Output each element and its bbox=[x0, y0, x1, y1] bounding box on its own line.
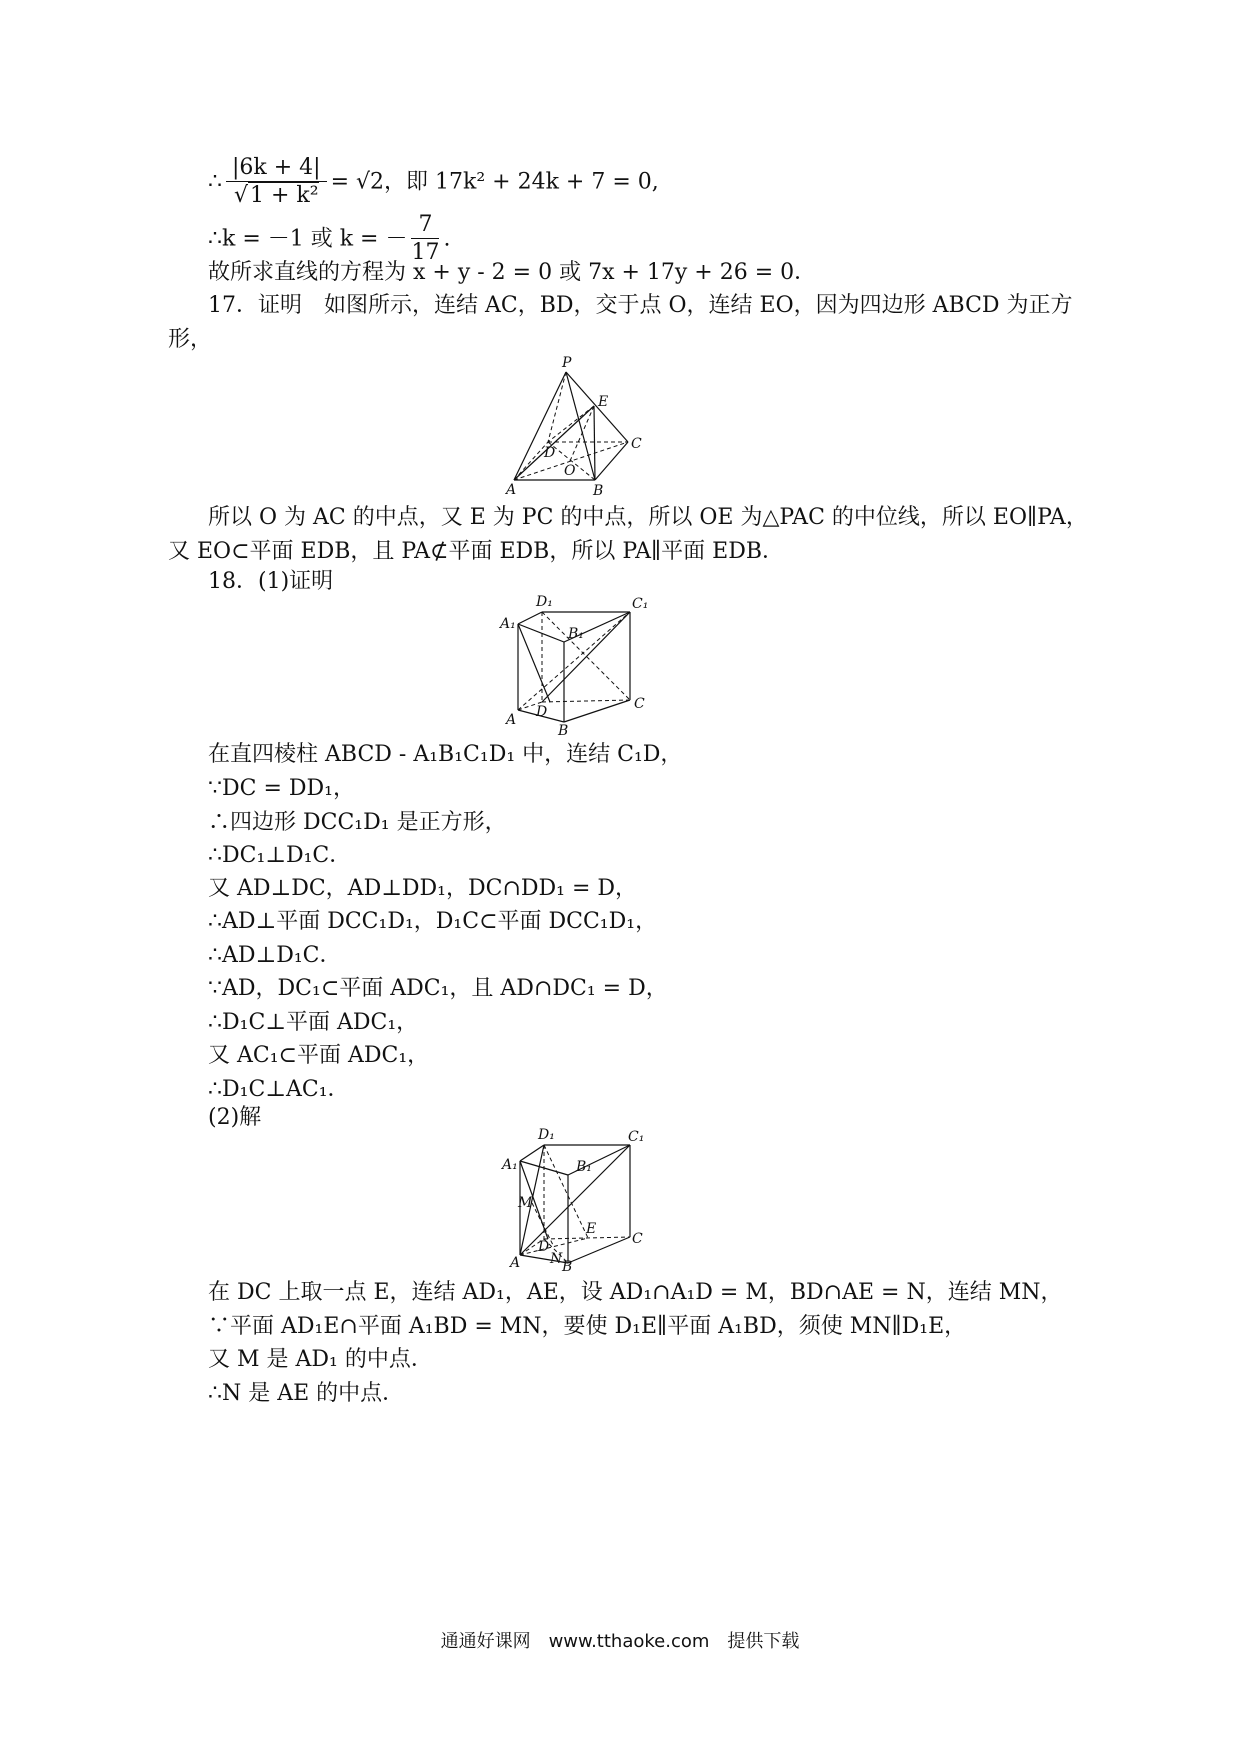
label-D: D bbox=[536, 704, 548, 720]
q18-step-2: ∵DC = DD₁， bbox=[208, 776, 355, 801]
label-D1: D₁ bbox=[536, 594, 553, 610]
page-footer: 通通好课网 www.tthaoke.com 提供下载 bbox=[440, 1631, 800, 1652]
q17-reasoning-1: 所以 O 为 AC 的中点，又 E 为 PC 的中点，所以 OE 为△PAC 的中位线，所以 EO∥PA， bbox=[208, 505, 1088, 530]
q18-step-10: 又 AC₁⊂平面 ADC₁， bbox=[208, 1043, 430, 1068]
label-D: D bbox=[538, 1239, 550, 1255]
label-O: O bbox=[564, 463, 576, 479]
q16-conclusion: 故所求直线的方程为 x + y - 2 = 0 或 7x + 17y + 26 = 0． bbox=[208, 260, 817, 285]
q18-prism-figure-1 bbox=[498, 592, 658, 737]
q18-prism-figure-2 bbox=[498, 1125, 658, 1273]
label-B: B bbox=[558, 723, 569, 737]
q18-part2-line-2: ∵平面 AD₁E∩平面 A₁BD = MN，要使 D₁E∥平面 A₁BD，须使 MN∥D₁E， bbox=[208, 1314, 967, 1339]
label-B1: B₁ bbox=[568, 626, 584, 642]
label-B: B bbox=[562, 1259, 573, 1273]
q18-step-7: ∴AD⊥D₁C． bbox=[208, 943, 342, 968]
q16-k-values-line: ∴k = －1 或 k = － $\frac{7}{17}$ . bbox=[208, 212, 451, 265]
label-B1: B₁ bbox=[576, 1159, 592, 1175]
label-A1: A₁ bbox=[500, 616, 516, 632]
label-C: C bbox=[634, 696, 645, 712]
label-A: A bbox=[506, 482, 517, 498]
prism-diagram-1 bbox=[498, 592, 658, 737]
label-A: A bbox=[506, 712, 517, 728]
q18-step-3: ∴四边形 DCC₁D₁ 是正方形， bbox=[208, 810, 507, 835]
q18-part2-line-3: 又 M 是 AD₁ 的中点． bbox=[208, 1347, 433, 1372]
label-D1: D₁ bbox=[538, 1127, 555, 1143]
q16-k-fraction: $\frac{7}{17}$ bbox=[411, 212, 440, 265]
q18-step-11: ∴D₁C⊥AC₁． bbox=[208, 1077, 350, 1102]
label-M: M bbox=[518, 1195, 533, 1211]
q18-step-6: ∴AD⊥平面 DCC₁D₁，D₁C⊂平面 DCC₁D₁， bbox=[208, 909, 658, 934]
q18-step-9: ∴D₁C⊥平面 ADC₁， bbox=[208, 1010, 419, 1035]
label-B: B bbox=[593, 483, 604, 499]
q17-reasoning-2: 又 EO⊂平面 EDB，且 PA⊄平面 EDB，所以 PA∥平面 EDB． bbox=[168, 539, 785, 564]
q17-statement: 17．证明 如图所示，连结 AC，BD，交于点 O，连结 EO，因为四边形 ABCD 为正方 bbox=[208, 293, 1073, 318]
q18-step-4: ∴DC₁⊥D₁C． bbox=[208, 843, 352, 868]
q18-step-8: ∵AD，DC₁⊂平面 ADC₁，且 AD∩DC₁ = D， bbox=[208, 976, 668, 1001]
q16-equation-line: ∴ $\frac{|6k + 4|}{\text{√1 + k²}}$ = √2，即 17k² + 24k + 7 = 0, bbox=[208, 155, 659, 208]
label-C: C bbox=[631, 436, 642, 452]
label-C: C bbox=[632, 1231, 643, 1247]
q18-part2-line-1: 在 DC 上取一点 E，连结 AD₁，AE，设 AD₁∩A₁D = M，BD∩AE = N，连结 MN， bbox=[208, 1280, 1063, 1305]
q18-part2-line-4: ∴N 是 AE 的中点． bbox=[208, 1381, 405, 1406]
q16-fraction: $\frac{|6k + 4|}{\text{√1 + k²}}$ bbox=[226, 155, 327, 210]
label-A: A bbox=[510, 1255, 521, 1271]
label-C1: C₁ bbox=[632, 596, 649, 612]
q18-part1-label: 18．(1)证明 bbox=[208, 569, 334, 594]
q18-step-1: 在直四棱柱 ABCD - A₁B₁C₁D₁ 中，连结 C₁D， bbox=[208, 742, 683, 767]
label-A1: A₁ bbox=[502, 1157, 518, 1173]
q18-part2-label: (2)解 bbox=[208, 1105, 262, 1130]
label-E: E bbox=[598, 394, 609, 410]
prism-diagram-2 bbox=[498, 1125, 658, 1273]
q17-pyramid-figure bbox=[500, 350, 660, 500]
label-E: E bbox=[586, 1221, 597, 1237]
label-D: D bbox=[544, 445, 556, 461]
q18-step-5: 又 AD⊥DC，AD⊥DD₁，DC∩DD₁ = D， bbox=[208, 876, 638, 901]
q17-statement-cont: 形， bbox=[168, 327, 213, 352]
label-P: P bbox=[562, 355, 572, 371]
label-N: N bbox=[550, 1251, 563, 1267]
pyramid-diagram bbox=[500, 350, 660, 500]
label-C1: C₁ bbox=[628, 1129, 645, 1145]
